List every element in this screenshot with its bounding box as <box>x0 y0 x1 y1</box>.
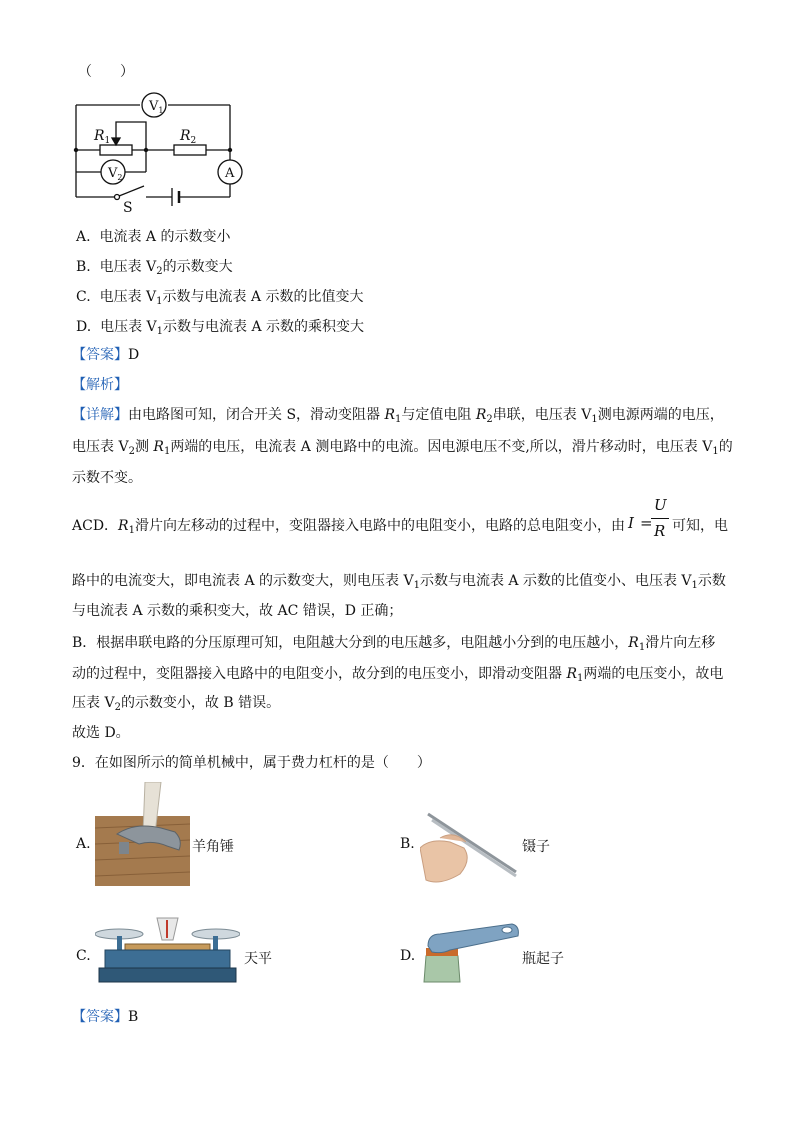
choice-c-letter: C. <box>76 948 91 964</box>
choice-d-letter: D. <box>400 948 416 964</box>
voltmeter-v1-label: $V_1$ <box>149 99 164 115</box>
r2-label: $R_2$ <box>180 128 197 146</box>
acd-line-1-tail: 可知，电 <box>672 518 728 534</box>
analysis-tag: 【解析】 <box>72 377 128 393</box>
choice-a-letter: A. <box>76 836 91 852</box>
detail-line-2: 电压表 $V_2$测 $R_1$两端的电压，电流表 A 测电路中的电流。因电源电压不变,所以，滑片移动时，电压表 $V_1$的 <box>72 439 733 457</box>
option-a: A. 电流表 A 的示数变小 <box>76 229 231 245</box>
b-line-2: 动的过程中，变阻器接入电路中的电阻变小，故分到的电压变小，即滑动变阻器 $R_1$两端的电压变小，故电 <box>72 666 724 684</box>
acd-line-3: 与电流表 A 示数的乘积变大，故 AC 错误，D 正确； <box>72 603 403 619</box>
choice-a-label: 羊角锤 <box>192 839 234 855</box>
option-d: D. 电压表 $V_1$示数与电流表 A 示数的乘积变大 <box>76 319 365 337</box>
answer-line: 【答案】D <box>72 347 140 363</box>
circuit-diagram <box>68 90 248 218</box>
b-line-1: B．根据串联电路的分压原理可知，电阻越大分到的电压越多，电阻越小分到的电压越小，$R_1$滑片向左移 <box>72 635 716 653</box>
option-b: B. 电压表 $V_2$的示数变大 <box>76 259 233 277</box>
detail-line-1: 【详解】由电路图可知，闭合开关 S，滑动变阻器 $R_1$与定值电阻 $R_2$串联，电压表 $V_1$测电源两端的电压， <box>72 407 724 425</box>
conclusion: 故选 D。 <box>72 725 130 741</box>
detail-line-3: 示数不变。 <box>72 470 142 486</box>
acd-line-1: ACD．$R_1$滑片向左移动的过程中，变阻器接入电路中的电阻变小，电路的总电阻变小，由 <box>72 518 625 536</box>
claw-hammer-image <box>95 782 190 886</box>
tweezers-image <box>420 808 520 888</box>
ammeter-label: A <box>225 166 235 181</box>
acd-line-2: 路中的电流变大，即电流表 A 的示数变大，则电压表 $V_1$示数与电流表 A 示数的比值变小、电压表 $V_1$示数 <box>72 573 726 591</box>
balance-scale-image <box>95 912 240 986</box>
choice-d-label: 瓶起子 <box>522 951 564 967</box>
b-line-3: 压表 $V_2$的示数变小，故 B 错误。 <box>72 695 281 713</box>
bottle-opener-image <box>420 920 522 986</box>
choice-b-letter: B. <box>400 836 415 852</box>
r1-label: $R_1$ <box>94 128 111 146</box>
question-paren: （ ） <box>78 64 134 80</box>
voltmeter-v2-label: $V_2$ <box>108 166 123 182</box>
answer-line-2: 【答案】B <box>72 1009 139 1025</box>
option-c: C. 电压表 $V_1$示数与电流表 A 示数的比值变大 <box>76 289 364 307</box>
choice-b-label: 镊子 <box>522 839 550 855</box>
switch-label: S <box>123 200 133 216</box>
question-9: 9．在如图所示的简单机械中，属于费力杠杆的是（ ） <box>72 755 431 771</box>
choice-c-label: 天平 <box>244 951 272 967</box>
